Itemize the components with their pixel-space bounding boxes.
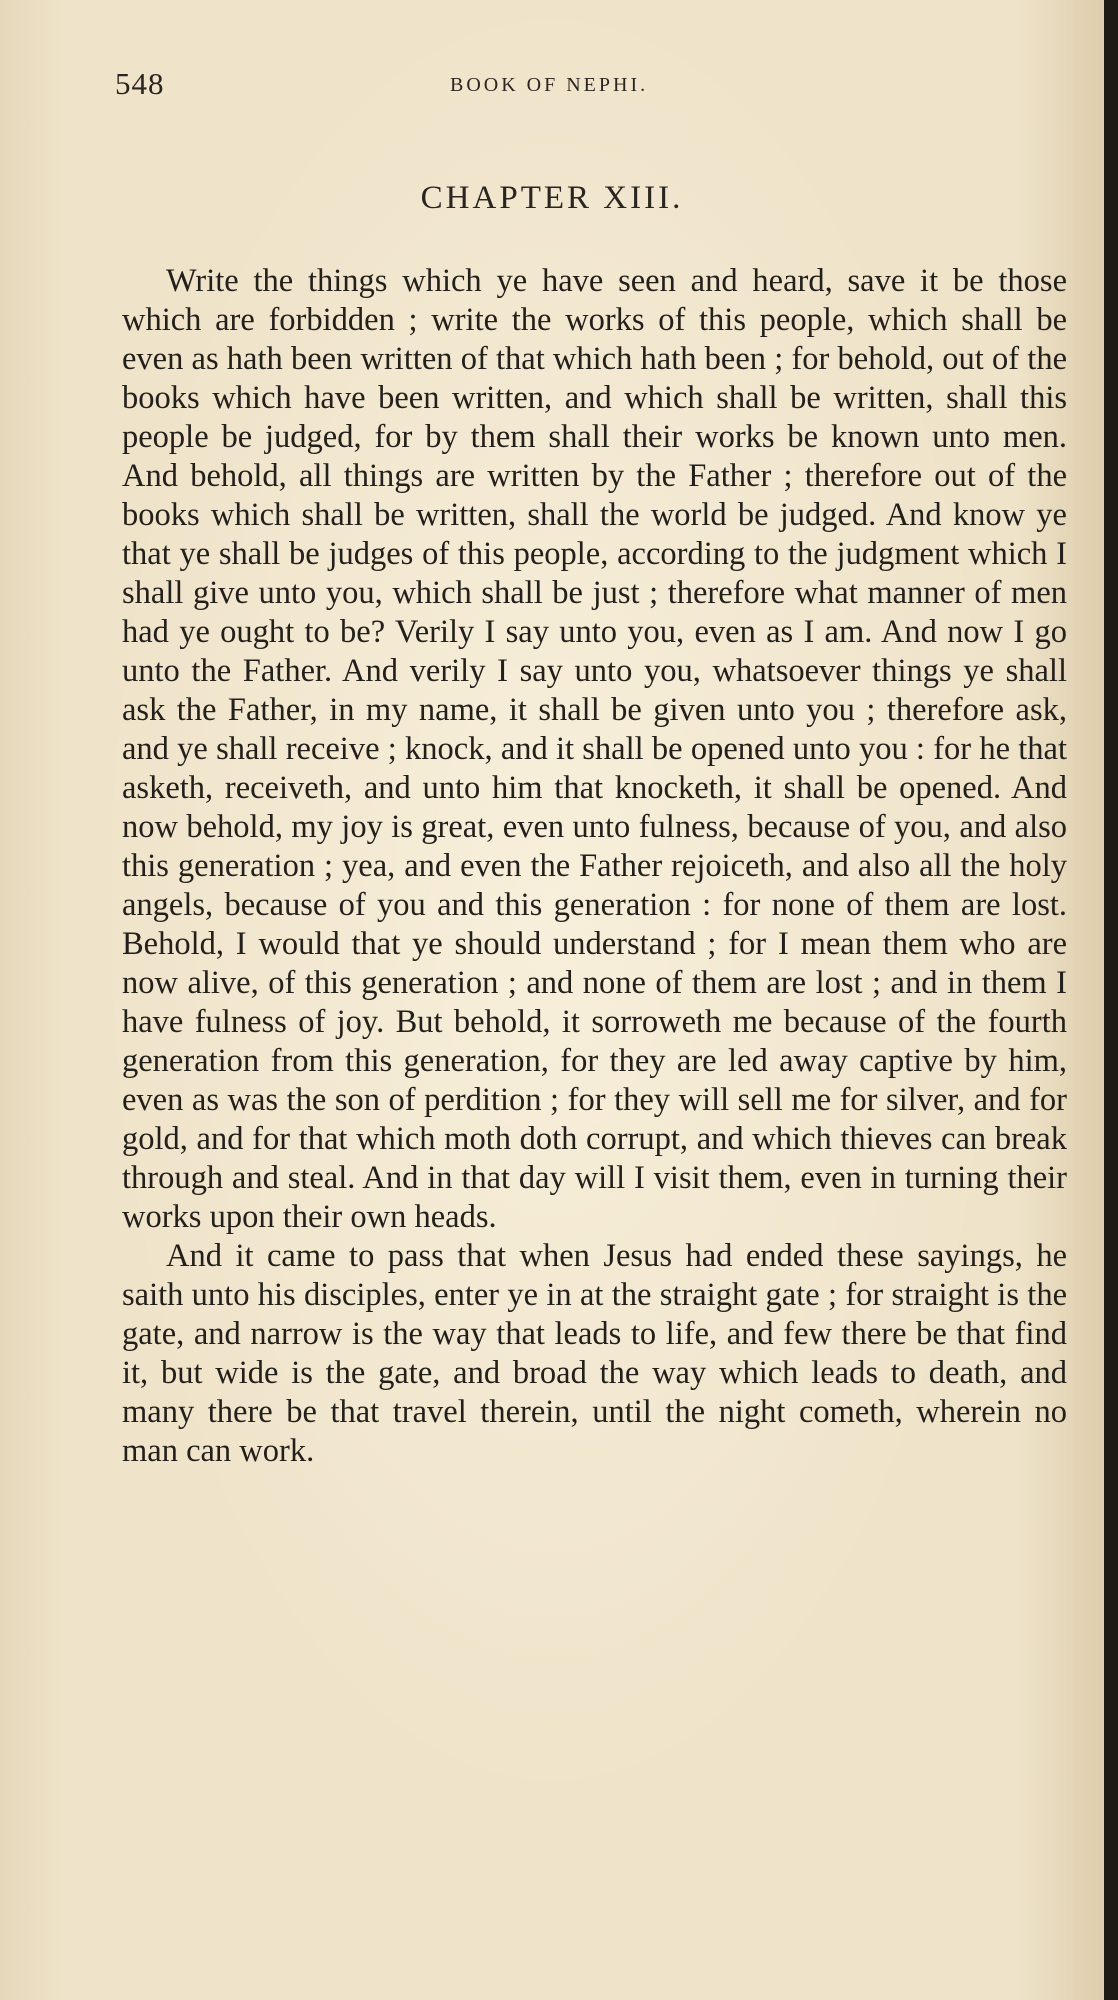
paragraph: Write the things which ye have seen and heard, save it be those which are forbidden ; write the works of this people, which shall be even as hath been written of that which hath been ; for behold, out of the books which have been written, and which shall be written, shall this people be judged, for by them shall their works be known unto men. And behold, all things are written by the Father ; therefore out of the books which shall be written, shall the world be judged. And know ye that ye shall be judges of this people, according to the judgment which I shall give unto you, which shall be just ; therefore what manner of men had ye ought to be? Verily I say unto you, even as I am. And now I go unto the Father. And verily I say unto you, whatsoever things ye shall ask the Father, in my name, it shall be given unto you ; therefore ask, and ye shall receive ; knock, and it shall be opened unto you : for he that asketh, receiveth, and unto him that knocketh, it shall be opened. And now behold, my joy is great, even unto fulness, because of you, and also this generation ; yea, and even the Father rejoiceth, and also all the holy angels, because of you and this generation : for none of them are lost. Behold, I would that ye should understand ; for I mean them who are now alive, of this generation ; and none of them are lost ; and in them I have fulness of joy. But behold, it sorroweth me because of the fourth generation from this generation, for they are led away captive by him, even as was the son of perdition ; for they will sell me for silver, and for gold, and for that which moth doth corrupt, and which thieves can break through and steal. And in that day will I visit them, even in turning their works upon their own heads.	[122, 263, 1067, 1235]
book-title: BOOK OF NEPHI.	[450, 74, 649, 96]
paragraph: And it came to pass that when Jesus had ended these sayings, he saith unto his disciples, enter ye in at the straight gate ; for straight is the gate, and narrow is the way that leads to life, and few there be that find it, but wide is the gate, and broad the way which leads to death, and many there be that travel therein, until the night cometh, wherein no man can work.	[122, 1238, 1067, 1469]
page-number: 548	[115, 66, 165, 101]
running-head	[0, 66, 1104, 106]
chapter-heading: CHAPTER XIII.	[420, 180, 684, 216]
chapter-text	[122, 262, 1067, 1471]
